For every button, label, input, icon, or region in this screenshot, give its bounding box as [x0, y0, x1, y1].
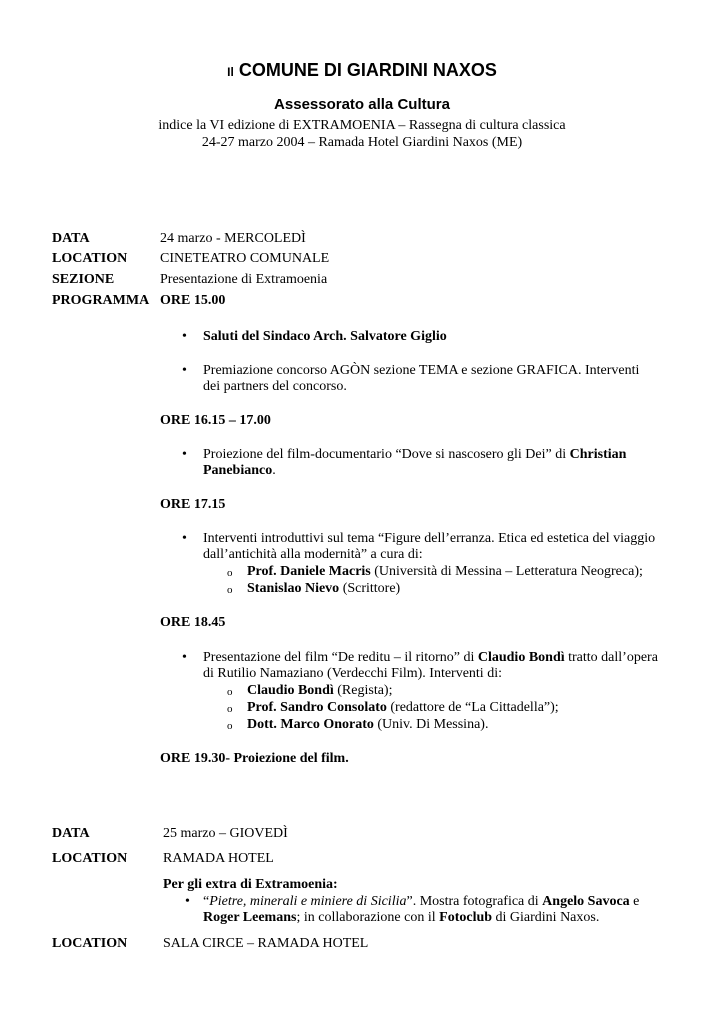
intro-line-1: indice la VI edizione di EXTRAMOENIA – Rassegna di cultura classica: [158, 118, 566, 133]
bullet-icon: •: [182, 650, 187, 665]
label-data: DATA: [52, 231, 90, 246]
item-proiezione-name1: Christian: [569, 447, 627, 462]
time-1930: ORE 19.30- Proiezione del film.: [160, 751, 349, 766]
speaker-nievo: [247, 581, 400, 597]
time-1500: ORE 15.00: [160, 293, 226, 308]
bullet-icon: •: [182, 329, 187, 344]
speaker-bondi-role: (Regista);: [333, 683, 393, 698]
extra-and: e: [629, 894, 640, 909]
label-location-2: LOCATION: [52, 851, 128, 866]
speaker-onorato: [247, 717, 488, 733]
title-prefix: Il: [227, 65, 234, 79]
extra-name-leemans: Roger Leemans: [203, 910, 297, 925]
item-premiazione-2: dei partners del concorso.: [203, 379, 347, 394]
item-film-pre: Presentazione del film “De reditu – il ritorno” di: [203, 650, 478, 665]
speaker-bondi: [247, 683, 392, 699]
speaker-onorato-name: Dott. Marco Onorato: [247, 717, 374, 732]
speaker-onorato-role: (Univ. Di Messina).: [373, 717, 489, 732]
circle-bullet-icon: o: [227, 567, 233, 579]
item-film-2: di Rutilio Namaziano (Verdecchi Film). Interventi di:: [203, 666, 502, 681]
extra-line-2: [203, 910, 599, 926]
extra-line-1: [203, 894, 639, 910]
day2-data: 25 marzo – GIOVEDÌ: [163, 826, 288, 841]
label-location: LOCATION: [52, 251, 128, 266]
item-film-1: [203, 650, 658, 666]
speaker-macris-role: (Università di Messina – Letteratura Neogreca);: [370, 564, 643, 579]
item-premiazione-1: Premiazione concorso AGÒN sezione TEMA e sezione GRAFICA. Interventi: [203, 363, 640, 378]
item-proiezione-1: [203, 447, 626, 463]
item-film-post: tratto dall’opera: [564, 650, 658, 665]
circle-bullet-icon: o: [227, 686, 233, 698]
circle-bullet-icon: o: [227, 584, 233, 596]
extra-title: Pietre, minerali e miniere di Sicilia: [209, 894, 407, 909]
bullet-icon: •: [182, 531, 187, 546]
item-proiezione-text: Proiezione del film-documentario “Dove si nascosero gli Dei” di: [203, 447, 570, 462]
speaker-nievo-role: (Scrittore): [339, 581, 401, 596]
label-sezione: SEZIONE: [52, 272, 115, 287]
extra-end: di Giardini Naxos.: [492, 910, 600, 925]
speaker-consolato-name: Prof. Sandro Consolato: [247, 700, 387, 715]
circle-bullet-icon: o: [227, 703, 233, 715]
subtitle: Assessorato alla Cultura: [274, 96, 450, 113]
item-film-name: Claudio Bondì: [477, 650, 565, 665]
extra-name-savoca: Angelo Savoca: [542, 894, 630, 909]
day1-location: CINETEATRO COMUNALE: [160, 251, 330, 266]
label-programma: PROGRAMMA: [52, 293, 150, 308]
circle-bullet-icon: o: [227, 720, 233, 732]
title-main: COMUNE DI GIARDINI NAXOS: [238, 60, 497, 80]
day2-location: RAMADA HOTEL: [163, 851, 274, 866]
time-1615: ORE 16.15 – 17.00: [160, 413, 271, 428]
item-proiezione-name2: Panebianco: [203, 463, 273, 478]
extra-heading: Per gli extra di Extramoenia:: [163, 877, 338, 892]
extra-quote-open: “: [203, 894, 210, 909]
speaker-nievo-name: Stanislao Nievo: [247, 581, 340, 596]
speaker-bondi-name: Claudio Bondì: [247, 683, 334, 698]
item-interventi-2: dall’antichità alla modernità” a cura di:: [203, 547, 423, 562]
time-1715: ORE 17.15: [160, 497, 226, 512]
intro-line-2: 24-27 marzo 2004 – Ramada Hotel Giardini Naxos (ME): [201, 135, 523, 150]
day2-location-2: SALA CIRCE – RAMADA HOTEL: [163, 936, 369, 951]
speaker-macris-name: Prof. Daniele Macris: [247, 564, 371, 579]
time-1845: ORE 18.45: [160, 615, 226, 630]
bullet-icon: •: [182, 363, 187, 378]
bullet-icon: •: [185, 894, 190, 909]
bullet-icon: •: [182, 447, 187, 462]
extra-mid: ; in collaborazione con il: [296, 910, 440, 925]
item-interventi-1: Interventi introduttivi sul tema “Figure dell’erranza. Etica ed estetica del viaggio: [203, 531, 656, 546]
speaker-consolato-role: (redattore de “La Cittadella”);: [386, 700, 559, 715]
label-location-3: LOCATION: [52, 936, 128, 951]
speaker-macris: [247, 564, 643, 580]
page-title: [0, 60, 724, 82]
extra-club: Fotoclub: [439, 910, 493, 925]
item-proiezione-2: [203, 463, 276, 479]
day1-data: 24 marzo - MERCOLEDÌ: [160, 231, 306, 246]
day1-sezione: Presentazione di Extramoenia: [160, 272, 328, 287]
item-saluti: Saluti del Sindaco Arch. Salvatore Giglio: [203, 329, 447, 344]
item-proiezione-end: .: [272, 463, 276, 478]
speaker-consolato: [247, 700, 559, 716]
label-data-2: DATA: [52, 826, 90, 841]
extra-desc: ”. Mostra fotografica di: [406, 894, 543, 909]
